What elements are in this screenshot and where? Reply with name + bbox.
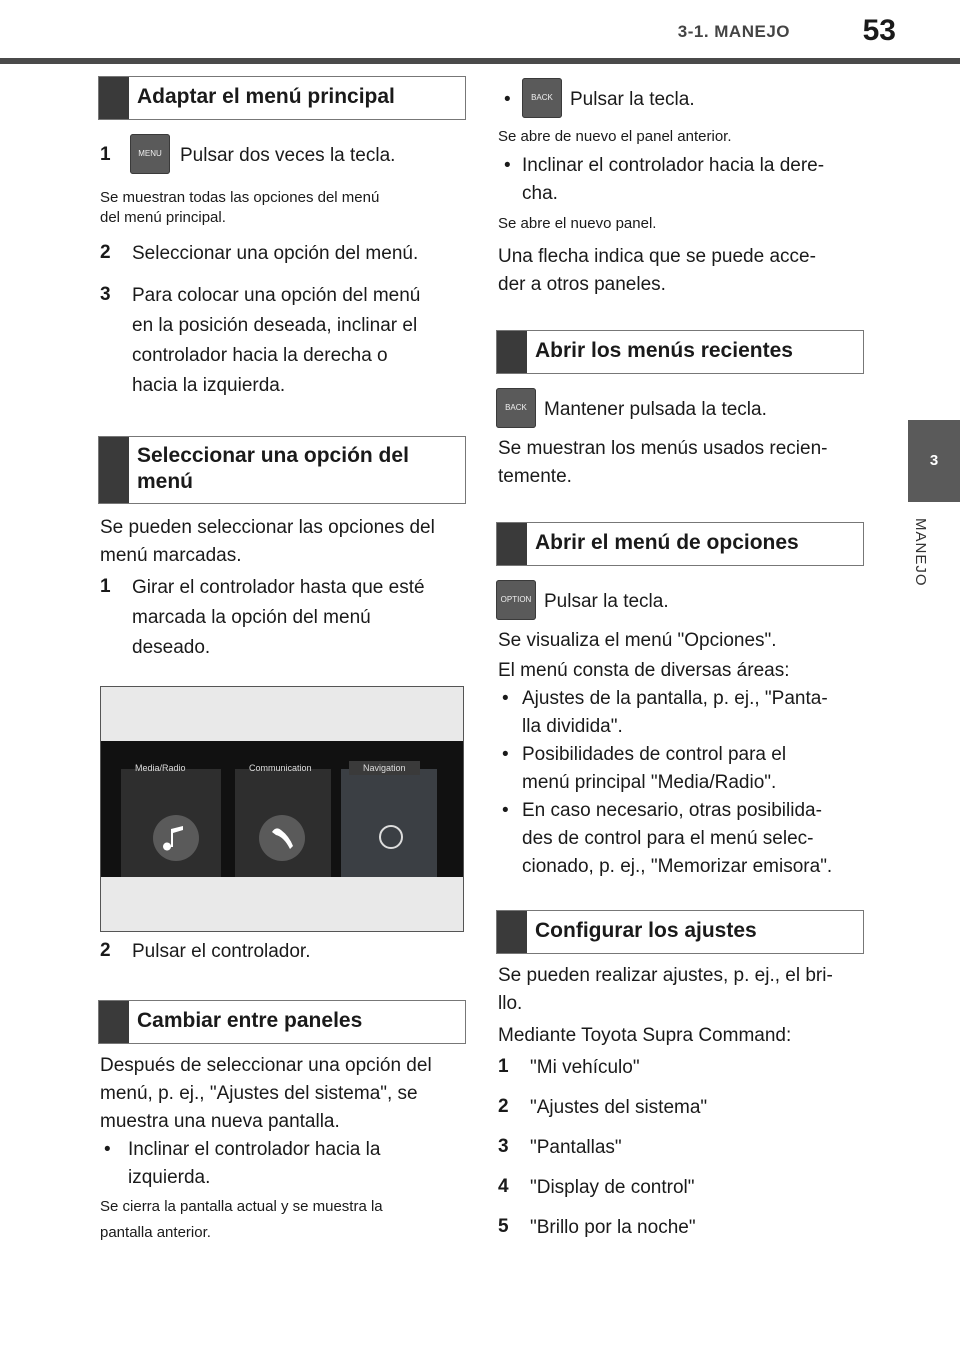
paragraph: der a otros paneles. — [498, 274, 666, 295]
paragraph: Se pueden realizar ajustes, p. ej., el bri- — [498, 965, 833, 986]
bullet-text: En caso necesario, otras posibilida- — [522, 800, 822, 821]
music-note-icon — [153, 815, 199, 861]
paragraph: llo. — [498, 993, 523, 1014]
heading-text: Abrir los menús recientes — [535, 339, 793, 362]
step-text: "Ajustes del sistema" — [530, 1097, 708, 1118]
header-rule — [0, 58, 960, 64]
page-number: 53 — [862, 14, 896, 47]
heading-text: Seleccionar una opción del — [137, 444, 409, 467]
heading-bar — [99, 77, 129, 119]
bullet-text: izquierda. — [128, 1167, 211, 1188]
paragraph: Se muestran los menús usados recien- — [498, 438, 828, 459]
bullet: • — [104, 1139, 111, 1160]
step-text: "Brillo por la noche" — [530, 1217, 696, 1238]
bullet-text: Inclinar el controlador hacia la dere- — [522, 155, 825, 176]
bullet: • — [504, 89, 511, 110]
step-text: marcada la opción del menú — [132, 607, 371, 628]
heading-text: Abrir el menú de opciones — [535, 531, 799, 554]
step-text: "Mi vehículo" — [530, 1057, 640, 1078]
bullet-text: Pulsar la tecla. — [570, 89, 695, 110]
note-text: Se cierra la pantalla actual y se muestra la — [100, 1198, 383, 1215]
heading-bar — [99, 437, 129, 503]
note-text: del menú principal. — [100, 209, 226, 226]
menu-key-icon: MENU — [130, 134, 170, 174]
step-number: 1 — [100, 144, 111, 165]
section-heading-ajustes — [496, 910, 864, 954]
note-text: Se muestran todas las opciones del menú — [100, 189, 380, 206]
paragraph: temente. — [498, 466, 572, 487]
paragraph: muestra una nueva pantalla. — [100, 1111, 340, 1132]
chapter-tab: 3 — [908, 420, 960, 502]
note-text: Se abre el nuevo panel. — [498, 215, 657, 232]
step-text: Pulsar dos veces la tecla. — [180, 145, 396, 166]
back-key-icon: BACK — [496, 388, 536, 428]
paragraph: Mantener pulsada la tecla. — [544, 399, 767, 420]
option-key-icon: OPTION — [496, 580, 536, 620]
paragraph: Después de seleccionar una opción del — [100, 1055, 432, 1076]
bullet-text: cha. — [522, 183, 558, 204]
section-header: 3-1. MANEJO — [677, 22, 790, 41]
bullet-text: Posibilidades de control para el — [522, 744, 787, 765]
paragraph: Una flecha indica que se puede acce- — [498, 246, 816, 267]
phone-icon — [259, 815, 305, 861]
step-text: hacia la izquierda. — [132, 375, 286, 396]
bullet: • — [502, 800, 509, 821]
step-number: 1 — [100, 576, 111, 597]
step-number: 4 — [498, 1176, 509, 1197]
bullet: • — [502, 688, 509, 709]
step-number: 5 — [498, 1216, 509, 1237]
bullet-text: Ajustes de la pantalla, p. ej., "Panta- — [522, 688, 828, 709]
paragraph: menú, p. ej., "Ajustes del sistema", se — [100, 1083, 418, 1104]
step-text: "Pantallas" — [530, 1137, 622, 1158]
tab-communication: Communication — [249, 763, 312, 773]
chapter-label: MANEJO — [912, 518, 929, 587]
paragraph: El menú consta de diversas áreas: — [498, 660, 790, 681]
heading-text: Cambiar entre paneles — [137, 1009, 363, 1032]
step-number: 1 — [498, 1056, 509, 1077]
section-heading-opciones — [496, 522, 864, 566]
navigation-tile — [341, 769, 437, 877]
bullet-text: cionado, p. ej., "Memorizar emisora". — [522, 856, 833, 877]
map-position-icon — [379, 825, 403, 849]
bullet-text: des de control para el menú selec- — [522, 828, 814, 849]
tab-navigation: Navigation — [349, 761, 420, 775]
note-text: pantalla anterior. — [100, 1224, 211, 1241]
bullet: • — [504, 155, 511, 176]
step-number: 2 — [498, 1096, 509, 1117]
step-text: "Display de control" — [530, 1177, 695, 1198]
back-key-icon: BACK — [522, 78, 562, 118]
step-number: 3 — [498, 1136, 509, 1157]
step-text: en la posición deseada, inclinar el — [132, 315, 418, 336]
paragraph: Mediante Toyota Supra Command: — [498, 1025, 792, 1046]
heading-text: Adaptar el menú principal — [137, 85, 395, 108]
step-number: 2 — [100, 940, 111, 961]
bullet-text: Inclinar el controlador hacia la — [128, 1139, 381, 1160]
step-number: 3 — [100, 284, 111, 305]
bullet-text: menú principal "Media/Radio". — [522, 772, 777, 793]
display-screen — [101, 741, 463, 877]
heading-text: menú — [137, 470, 194, 493]
paragraph: Pulsar la tecla. — [544, 591, 669, 612]
bullet-text: lla dividida". — [522, 716, 623, 737]
note-text: Se abre de nuevo el panel anterior. — [498, 128, 732, 145]
step-text: Para colocar una opción del menú — [132, 285, 421, 306]
section-heading-recientes — [496, 330, 864, 374]
infotainment-screenshot — [100, 686, 464, 932]
tab-media-radio: Media/Radio — [135, 763, 186, 773]
heading-bar — [99, 1001, 129, 1043]
paragraph: menú marcadas. — [100, 545, 242, 566]
bullet: • — [502, 744, 509, 765]
step-text: controlador hacia la derecha o — [132, 345, 388, 366]
step-text: deseado. — [132, 637, 211, 658]
step-text: Seleccionar una opción del menú. — [132, 243, 419, 264]
heading-text: Configurar los ajustes — [535, 919, 757, 942]
heading-bar — [497, 331, 527, 373]
heading-bar — [497, 523, 527, 565]
step-text: Pulsar el controlador. — [132, 941, 311, 962]
paragraph: Se visualiza el menú "Opciones". — [498, 630, 777, 651]
heading-bar — [497, 911, 527, 953]
step-number: 2 — [100, 242, 111, 263]
paragraph: Se pueden seleccionar las opciones del — [100, 517, 435, 538]
section-heading-adaptar — [98, 76, 466, 120]
section-heading-cambiar — [98, 1000, 466, 1044]
section-heading-seleccionar — [98, 436, 466, 504]
step-text: Girar el controlador hasta que esté — [132, 577, 425, 598]
